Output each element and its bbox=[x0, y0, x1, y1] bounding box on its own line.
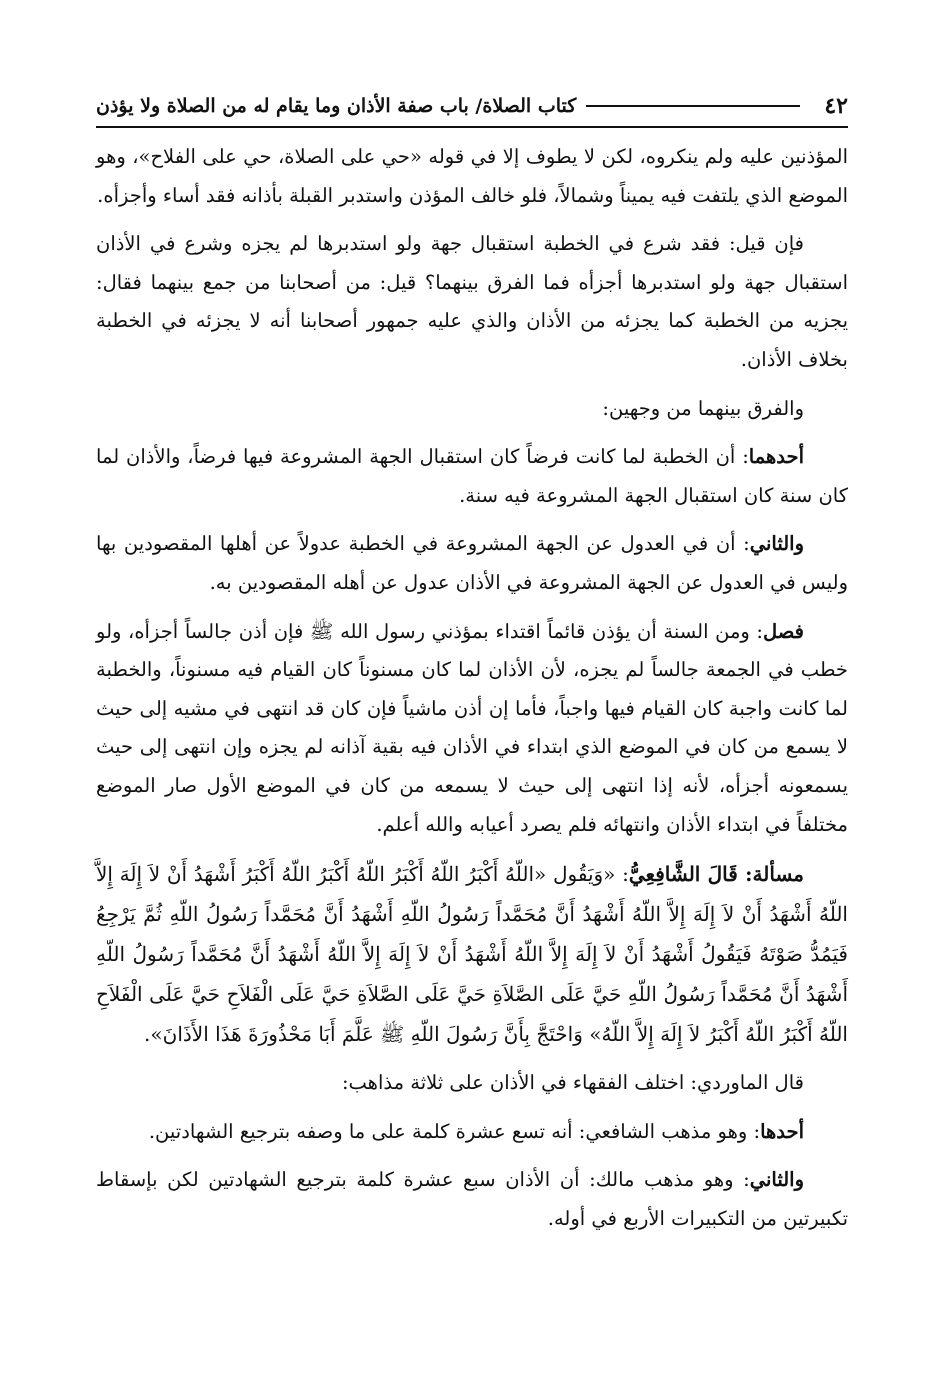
paragraph bbox=[96, 854, 848, 1054]
paragraph bbox=[96, 225, 848, 379]
paragraph bbox=[96, 613, 848, 845]
header-title: كتاب الصلاة/ باب صفة الأذان وما يقام له من الصلاة ولا يؤذن bbox=[96, 95, 577, 117]
page-number: ٤٢ bbox=[824, 93, 848, 119]
paragraph-text: : ومن السنة أن يؤذن قائماً اقتداء بمؤذني رسول الله ﷺ فإن أذن جالساً أجزأه، ولو خطب في الجمعة جالساً لم يجزه، لأن الأذان لما كان مسنوناً كان القيام فيه مسنوناً، والخطبة لما كانت واجبة كان القيام فيها واجباً، فأما إن أذن ماشياً فإن كان قد انتهى في مشيه إلى حيث لا يسمع من كان في الموضع الذي ابتداء في الأذان فيه بقية آذانه لم يجزه وإن انتهى إلى حيث يسمعونه أجزأه، لأنه إذا انتهى إلى حيث لا يسمعه من كان في الموضع الأول صار الموضع مختلفاً في ابتداء الأذان وانتهائه فلم يصرد أعيابه والله أعلم. bbox=[96, 619, 848, 836]
paragraph-text: : وهو مذهب مالك: أن الأذان سبع عشرة كلمة بترجيع الشهادتين لكن بإسقاط تكبيرتين من التكبيرات الأربع في أوله. bbox=[96, 1168, 848, 1230]
paragraph-text: : أن في العدول عن الجهة المشروعة في الخطبة عدولاً عن أهلها المقصودين بها وليس في العدول عن الجهة المشروعة في الأذان عدول عن أهله المقصودين به. bbox=[96, 532, 848, 594]
paragraph-lead: والثاني bbox=[749, 1168, 804, 1192]
paragraph-text: قال الماوردي: اختلف الفقهاء في الأذان على ثلاثة مذاهب: bbox=[341, 1071, 804, 1095]
paragraph-text: : «وَيَقُول «اللّهُ أَكْبَرُ اللّهُ أَكْبَرُ اللّهُ أَكْبَرُ اللّهُ أَكْبَرُ أَشْهَدُ أَنْ لاَ إِلَهَ إِلاَّ اللّهُ أَشْهَدُ أَنْ لاَ إِلَهَ إِلاَّ اللّهُ أَشْهَدُ أَنَّ مُحَمَّداً رَسُولُ اللّهِ أَشْهَدُ أَنَّ مُحَمَّداً رَسُولُ اللّهِ ثُمَّ يَرْجِعُ فَيَمُدُّ صَوْتَهُ فَيَقُولُ أَشْهَدُ أَنْ لاَ إِلَهَ إِلاَّ اللّهُ أَشْهَدُ أَنْ لاَ إِلَهَ إِلاَّ اللّهُ أَشْهَدُ أَنَّ مُحَمَّداً رَسُولُ اللّهِ أَشْهَدُ أَنَّ مُحَمَّداً رَسُولُ اللّهِ حَيَّ عَلَى الصَّلاَةِ حَيَّ عَلَى الصَّلاَةِ حَيَّ عَلَى الْفَلاَحِ حَيَّ عَلَى الْفَلاَحِ اللّهُ أَكْبَرُ اللّهُ أَكْبَرُ لاَ إِلَهَ إِلاَّ اللّهُ» وَاحْتَجَّ بِأَنَّ رَسُولَ اللّهِ ﷺ عَلَّمَ أَبَا مَحْذُورَةَ هَذَا الأَذَانَ». bbox=[96, 862, 848, 1047]
paragraph bbox=[96, 1161, 848, 1238]
paragraph-text: والفرق بينهما من وجهين: bbox=[602, 396, 804, 420]
paragraph bbox=[96, 1064, 848, 1103]
paragraph bbox=[96, 138, 848, 215]
paragraph-text: فإن قيل: فقد شرع في الخطبة استقبال جهة ولو استدبرها لم يجزه وشرع في الأذان استقبال جهة ولو استدبرها أجزأه فما الفرق بينهما؟ قيل: من أصحابنا من جمع بينهما فقال: يجزيه من الخطبة كما يجزئه من الأذان والذي عليه جمهور أصحابنا أنه لا يجزئه في الخطبة بخلاف الأذان. bbox=[96, 232, 848, 371]
paragraph-text: : أن الخطبة لما كانت فرضاً كان استقبال الجهة المشروعة فيها فرضاً، والأذان لما كان سنة كان استقبال الجهة المشروعة فيه سنة. bbox=[96, 445, 848, 507]
paragraph bbox=[96, 1113, 848, 1152]
paragraph bbox=[96, 390, 848, 429]
paragraph bbox=[96, 438, 848, 515]
header-rule bbox=[586, 105, 800, 107]
page-body bbox=[96, 138, 848, 1248]
paragraph-lead: أحدهما bbox=[748, 445, 804, 469]
paragraph-lead: أحدها bbox=[760, 1119, 804, 1143]
paragraph-text: المؤذنين عليه ولم ينكروه، لكن لا يطوف إلا في قوله «حي على الصلاة، حي على الفلاح»، وهو الموضع الذي يلتفت فيه يميناً وشمالاً، فلو خالف المؤذن واستدبر القبلة بأذانه فقد أساء وأجزأه. bbox=[96, 145, 848, 207]
running-header bbox=[96, 86, 848, 128]
paragraph-lead: والثاني bbox=[749, 532, 804, 556]
paragraph-text: : وهو مذهب الشافعي: أنه تسع عشرة كلمة على ما وصفه بترجيع الشهادتين. bbox=[148, 1119, 761, 1143]
paragraph-lead: مسألة: قَالَ الشَّافِعِيُّ bbox=[628, 862, 804, 887]
paragraph bbox=[96, 525, 848, 602]
paragraph-lead: فصل bbox=[763, 619, 804, 643]
